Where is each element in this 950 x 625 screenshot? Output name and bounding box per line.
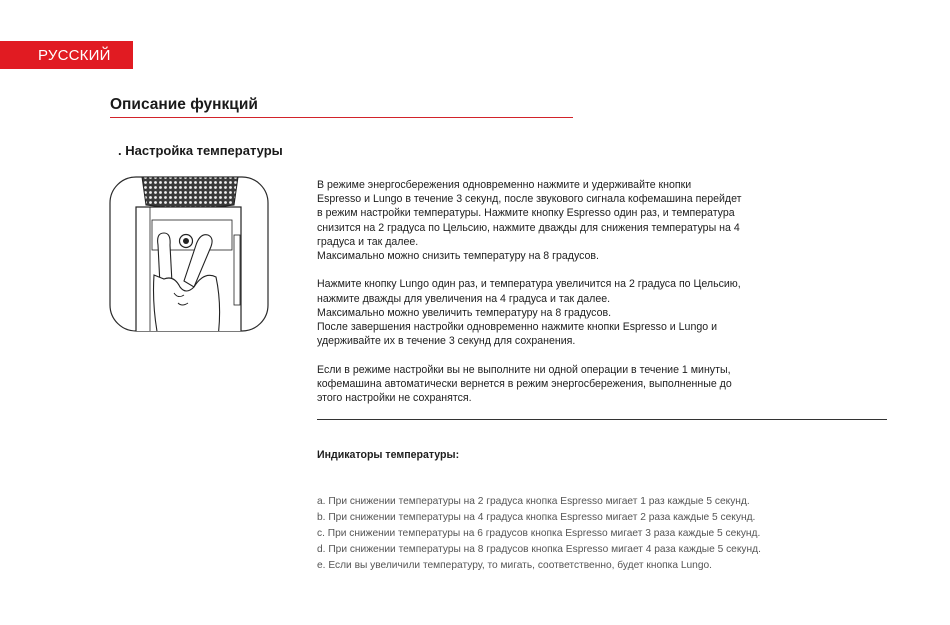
text-line: этого настройки не сохранятся.	[317, 392, 472, 405]
text-line: Espresso и Lungo в течение 3 секунд, после звукового сигнала кофемашина перейдет	[317, 193, 742, 206]
instructions-text	[317, 178, 817, 419]
text-line: кофемашина автоматически вернется в режим энергосбережения, выполненные до	[317, 377, 732, 390]
text-line: в режим настройки температуры. Нажмите кнопку Espresso один раз, и температура	[317, 207, 735, 220]
paragraph-increase	[317, 277, 817, 348]
text-line: В режиме энергосбережения одновременно нажмите и удерживайте кнопки	[317, 179, 692, 191]
indicators-title: Индикаторы температуры:	[317, 449, 460, 461]
paragraph-timeout	[317, 363, 817, 406]
indicator-list	[317, 494, 761, 574]
text-line: Нажмите кнопку Lungo один раз, и температура увеличится на 2 градуса по Цельсию,	[317, 278, 741, 291]
text-line: Если в режиме настройки вы не выполните ни одной операции в течение 1 минуты,	[317, 363, 731, 376]
indicator-item-e: e. Если вы увеличили температуру, то мигать, соответственно, будет кнопка Lungo.	[317, 560, 713, 571]
language-label: РУССКИЙ	[38, 46, 111, 64]
coffee-machine-illustration	[108, 175, 270, 335]
indicator-item-b: b. При снижении температуры на 4 градуса кнопка Espresso мигает 2 раза каждые 5 секунд.	[317, 512, 756, 523]
section-title-underline	[110, 117, 573, 118]
section-divider	[317, 419, 887, 420]
section-title: Описание функций	[110, 96, 258, 113]
indicator-item-a: a. При снижении температуры на 2 градуса кнопка Espresso мигает 1 раз каждые 5 секунд.	[317, 496, 750, 507]
hand-pressing-buttons-illustration	[108, 175, 270, 335]
text-line: нажмите дважды для увеличения на 4 градуса и так далее.	[317, 292, 611, 305]
text-line: Максимально можно снизить температуру на 8 градусов.	[317, 250, 600, 263]
indicator-item-c: c. При снижении температуры на 6 градусов кнопка Espresso мигает 3 раза каждые 5 секунд.	[317, 528, 761, 539]
text-line: удерживайте их в течение 3 секунд для сохранения.	[317, 335, 576, 348]
paragraph-decrease	[317, 178, 817, 263]
text-line: снизится на 2 градуса по Цельсию, нажмите дважды для снижения температуры на 4	[317, 221, 740, 234]
text-line: градуса и так далее.	[317, 235, 419, 248]
language-tab	[0, 41, 133, 69]
subsection-title: . Настройка температуры	[118, 143, 283, 158]
indicator-item-d: d. При снижении температуры на 8 градусов кнопка Espresso мигает 4 раза каждые 5 секунд.	[317, 544, 761, 555]
text-line: Максимально можно увеличить температуру на 8 градусов.	[317, 306, 612, 319]
text-line: После завершения настройки одновременно нажмите кнопки Espresso и Lungo и	[317, 321, 717, 334]
